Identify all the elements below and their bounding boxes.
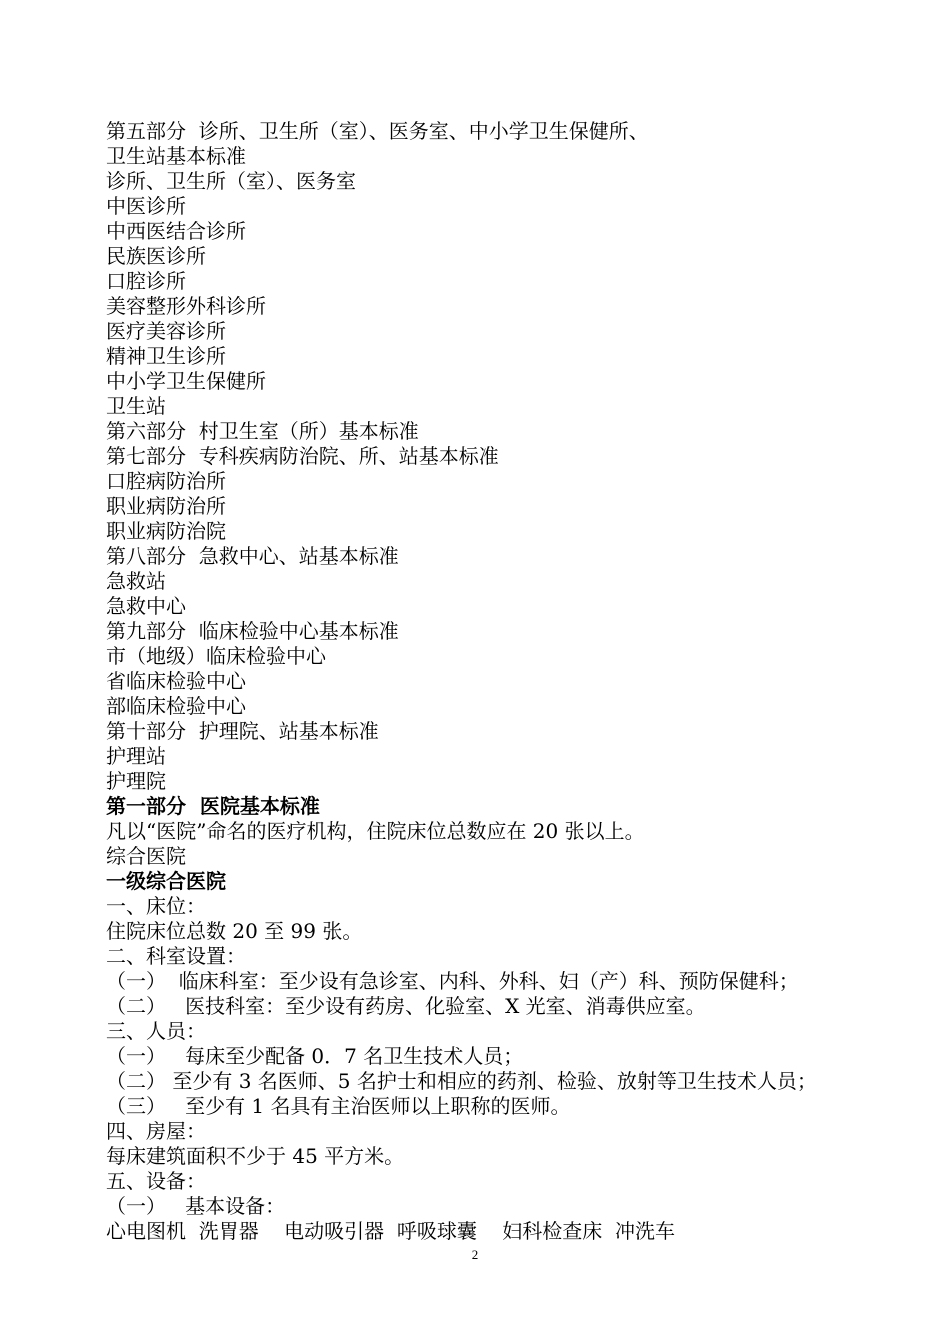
text-line: 凡以“医院”命名的医疗机构，住院床位总数应在 20 张以上。 (106, 819, 645, 843)
text-line: 护理院 (106, 769, 166, 793)
text-line: 急救中心 (106, 594, 186, 618)
text-line: 三、人员： (106, 1019, 206, 1043)
text-line: 中医诊所 (106, 194, 186, 218)
section-heading: 一级综合医院 (106, 869, 226, 893)
text-line: （二） 至少有 3 名医师、5 名护士和相应的药剂、检验、放射等卫生技术人员； (106, 1069, 817, 1093)
text-line: （三） 至少有 1 名具有主治医师以上职称的医师。 (106, 1094, 571, 1118)
text-line: 卫生站基本标准 (106, 144, 246, 168)
text-line: 职业病防治院 (106, 519, 226, 543)
text-line: 四、房屋： (106, 1119, 206, 1143)
text-line: 部临床检验中心 (106, 694, 246, 718)
text-line: （二） 医技科室：至少设有药房、化验室、X 光室、消毒供应室。 (106, 994, 706, 1018)
text-line: 护理站 (106, 744, 166, 768)
text-line: 精神卫生诊所 (106, 344, 226, 368)
text-line: 每床建筑面积不少于 45 平方米。 (106, 1144, 405, 1168)
text-line: 一、床位： (106, 894, 206, 918)
text-line: 急救站 (106, 569, 166, 593)
text-line: （一） 临床科室：至少设有急诊室、内科、外科、妇（产）科、预防保健科； (106, 969, 799, 993)
text-line: （一） 每床至少配备 0．7 名卫生技术人员； (106, 1044, 524, 1068)
text-line: 医疗美容诊所 (106, 319, 226, 343)
text-line: 第七部分 专科疾病防治院、所、站基本标准 (106, 444, 499, 468)
text-line: 综合医院 (106, 844, 186, 868)
text-line: 第十部分 护理院、站基本标准 (106, 719, 379, 743)
text-line: 民族医诊所 (106, 244, 206, 268)
text-line: 住院床位总数 20 至 99 张。 (106, 919, 363, 943)
page-number: 2 (471, 1247, 479, 1262)
text-line: 美容整形外科诊所 (106, 294, 266, 318)
text-line: （一） 基本设备： (106, 1194, 286, 1218)
section-heading: 第一部分 医院基本标准 (106, 794, 320, 818)
text-line: 第八部分 急救中心、站基本标准 (106, 544, 399, 568)
text-line: 卫生站 (106, 394, 166, 418)
text-line: 职业病防治所 (106, 494, 226, 518)
text-line: 第六部分 村卫生室（所）基本标准 (106, 419, 419, 443)
text-line: 二、科室设置： (106, 944, 246, 968)
text-line: 口腔诊所 (106, 269, 186, 293)
text-line: 诊所、卫生所（室）、医务室 (106, 169, 356, 193)
document-body (106, 119, 866, 1244)
text-line: 第五部分 诊所、卫生所（室）、医务室、中小学卫生保健所、 (106, 119, 649, 143)
text-line: 第九部分 临床检验中心基本标准 (106, 619, 399, 643)
text-line: 市（地级）临床检验中心 (106, 644, 326, 668)
text-line: 五、设备： (106, 1169, 206, 1193)
text-line: 省临床检验中心 (106, 669, 246, 693)
text-line: 中西医结合诊所 (106, 219, 246, 243)
text-line: 口腔病防治所 (106, 469, 226, 493)
text-line: 心电图机 洗胃器 电动吸引器 呼吸球囊 妇科检查床 冲洗车 (106, 1219, 676, 1243)
text-line: 中小学卫生保健所 (106, 369, 266, 393)
